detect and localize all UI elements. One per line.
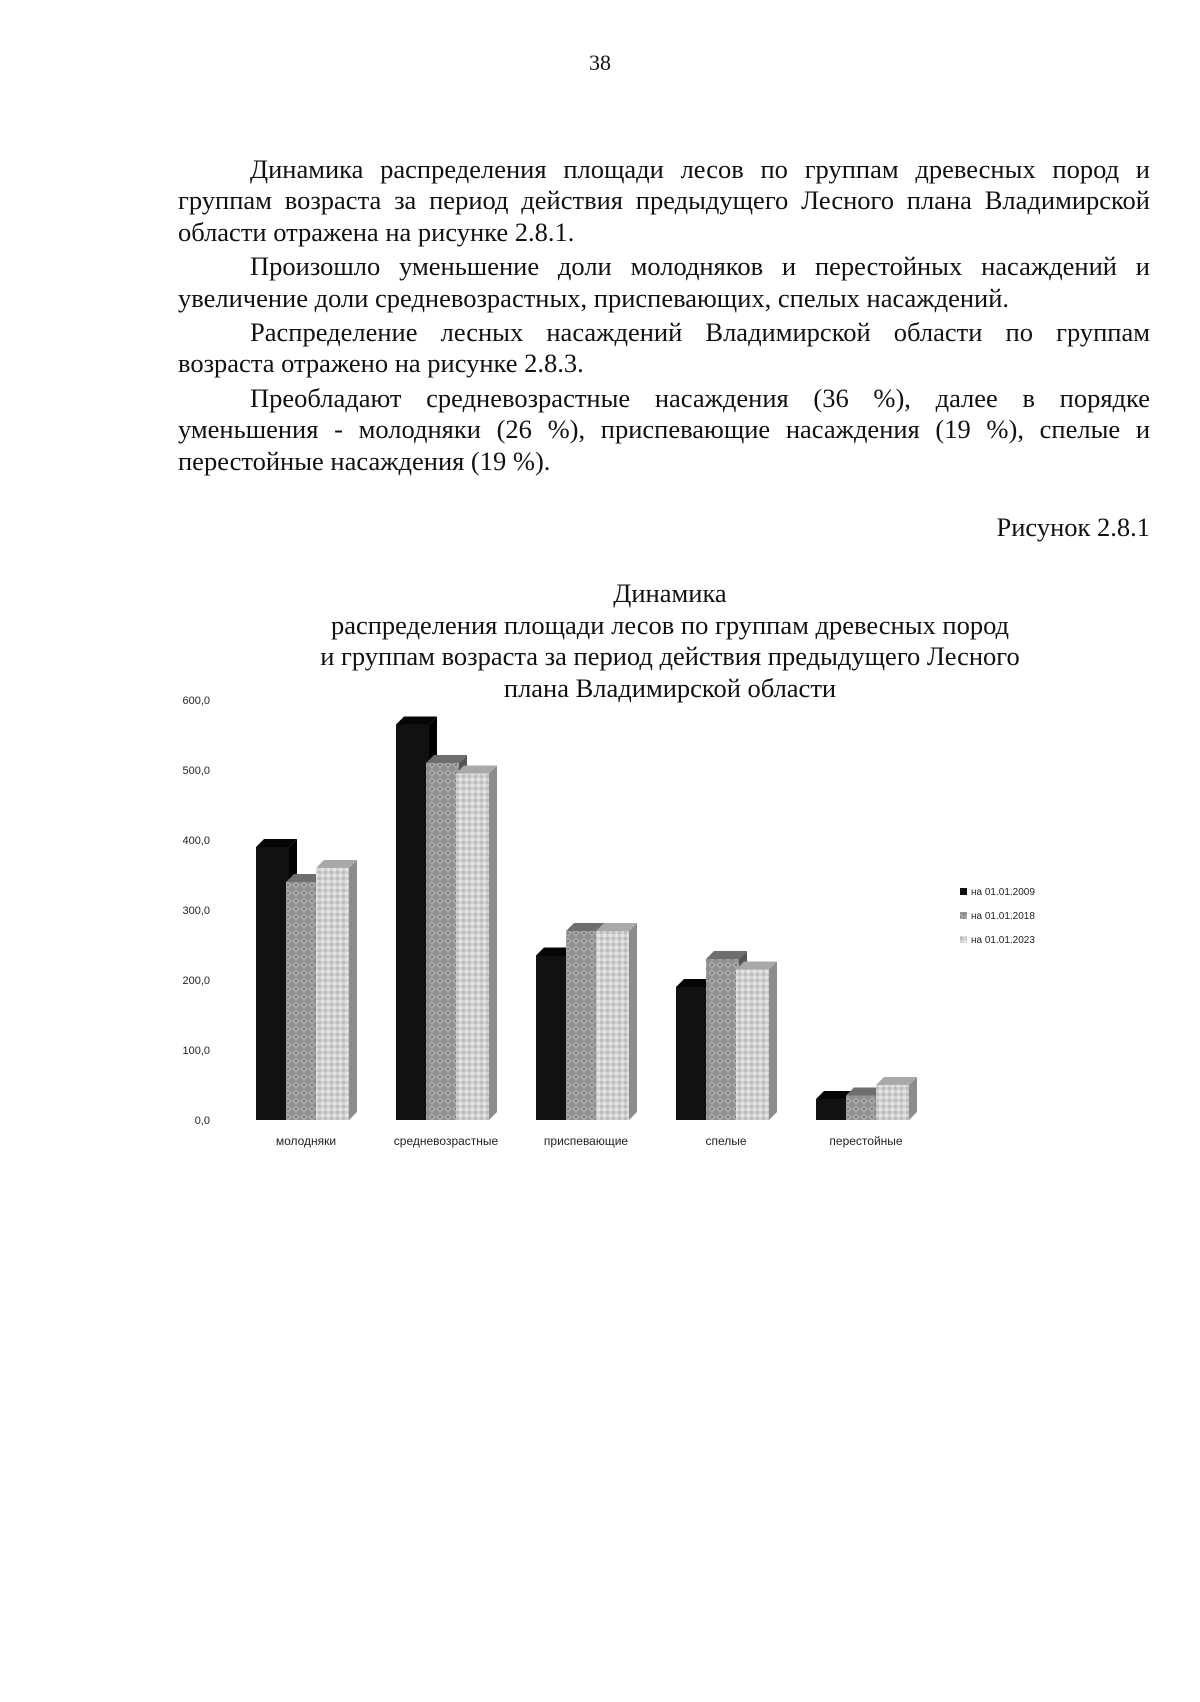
y-tick-label: 600,0 [182,695,210,707]
bar [426,763,459,1120]
bar-chart [180,695,1140,1265]
chart-title-line: плана Владимирской области [503,672,837,703]
paragraph: Распределение лесных насаждений Владимирской области по группам возраста отражено на рисунке 2.8.3. [178,317,1150,379]
bars [256,717,917,1121]
x-tick-label: средневозрастные [393,1134,499,1148]
figure-caption: Рисунок 2.8.1 [996,512,1150,542]
x-tick-label: молодняки [275,1134,337,1148]
legend [960,887,1035,946]
bar [596,931,629,1120]
bar-side [629,923,637,1120]
legend-label: на 01.01.2023 [971,935,1035,946]
bar [316,868,349,1120]
y-axis [182,695,210,1127]
legend-swatch [960,936,967,943]
y-tick-label: 0,0 [194,1115,210,1127]
legend-label: на 01.01.2018 [971,911,1035,922]
x-axis [276,1134,903,1148]
paragraph: Произошло уменьшение доли молодняков и перестойных насаждений и увеличение доли средневозрастных, приспевающих, спелых насаждений. [178,251,1150,313]
paragraph: Динамика распределения площади лесов по группам древесных пород и группам возраста за период действия предыдущего Лесного плана Владимирской области отражена на рисунке 2.8.1. [178,154,1150,247]
x-tick-label: перестойные [829,1134,903,1148]
y-tick-label: 200,0 [182,975,210,987]
bar [816,1099,849,1120]
chart-title-line: Динамика [613,578,727,608]
bar-side [489,766,497,1121]
body-text [178,154,1150,480]
bar-side [769,962,777,1121]
paragraph: Преобладают средневозрастные насаждения (36 %), далее в порядке уменьшения - молодняки (26 %), приспевающие насаждения (19 %), спелые и перестойные насаждения (19 %). [178,382,1150,476]
bar [256,847,289,1120]
chart-title-line: распределения площади лесов по группам древесных пород [330,609,1010,640]
legend-swatch [960,888,967,895]
legend-label: на 01.01.2009 [971,887,1035,898]
x-tick-label: приспевающие [543,1134,629,1148]
bar-side [349,860,357,1120]
bar [706,959,739,1120]
y-tick-label: 100,0 [182,1045,210,1057]
bar [456,774,489,1121]
bar [876,1085,909,1120]
bar [846,1096,879,1121]
bar [676,987,709,1120]
bar [286,882,319,1120]
y-tick-label: 300,0 [182,905,210,917]
page-number: 38 [589,50,611,75]
legend-swatch [960,912,967,919]
y-tick-label: 400,0 [182,835,210,847]
bar [536,956,569,1121]
bar [736,970,769,1121]
bar [396,725,429,1121]
chart-title [250,578,1090,704]
bar [566,931,599,1120]
chart-title-line: и группам возраста за период действия предыдущего Лесного [320,641,1020,671]
y-tick-label: 500,0 [182,765,210,777]
x-tick-label: спелые [705,1134,747,1148]
